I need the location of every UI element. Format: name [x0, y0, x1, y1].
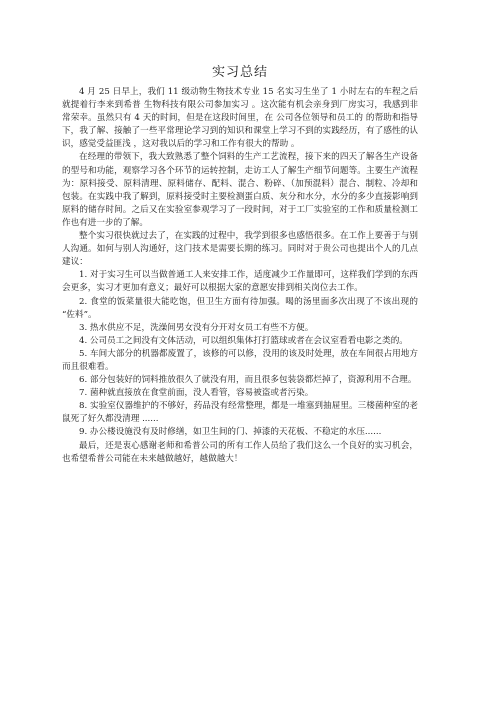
intro-paragraph: 4 月 25 日早上，我们 11 级动物生物技术专业 15 名实习生坐了 1 小时左右的车程之后就提着行李来到希普 生物科技有限公司参加实习 。这次能有机会亲身到厂房实习，我感到非常荣幸。虽然只有 4 天的时间，但是在这段时间里，在 公司各位领导和员工的 的帮助和指导下，我了解、接触了一些平常理论学习到的知识和课堂上学习不到的实践经历，有了感性的认识，感觉受益匪浅 ，这对我以后的学习和工作有很大的帮助 。	[62, 87, 418, 150]
suggestion-item: 9. 办公楼设施没有及时修缮，如卫生间的门、掉漆的天花板、不稳定的水压......	[79, 427, 382, 438]
suggestion-item: 5. 车间大部分的机器都废置了，该修的可以修，没用的该及时处理，放在车间很占用地方而且很难看。	[62, 348, 418, 372]
suggestion-item: 4. 公司员工之间没有文体活动，可以组织集体打打篮球或者在会议室看看电影之类的。	[79, 335, 408, 346]
process-paragraph: 在经理的带领下，我大致熟悉了整个饲料的生产工艺流程，接下来的四天了解各生产设备的型号和功能，观察学习各个环节的运转控制，走访工人了解生产细节问题等。主要生产流程为：原料接受、原料清理、原料储存、配料、混合、粉碎、（加预混料）混合、制粒、冷却和包装。在实践中我了解到，原料接受时主要检测蛋白质、灰分和水分，水分的多少直接影响到原料的储存时间。之后又在实验室参观学习了一段时间，对于工厂实验室的工作和质量检测工作也有进一步的了解。	[62, 152, 418, 228]
suggestion-item: 3. 热水供应不足，洗澡间男女没有分开对女员工有些不方便。	[79, 322, 314, 333]
suggestion-item: 6. 部分包装好的饲料推放很久了就没有用，而且很多包装袋都烂掉了，资源利用不合理。	[79, 375, 417, 386]
suggestion-item: 8. 实验室仪器维护的不够好，药品没有经常整理，都是一堆塞到抽屉里。三楼菌种室的老鼠死了好久都没清理 ......	[62, 401, 418, 425]
closing-paragraph: 最后，还是衷心感谢老师和希普公司的所有工作人员给了我们这么一个良好的实习机会，也希望希普公司能在未来越做越好，越做越大！	[62, 440, 418, 464]
document-page	[62, 64, 418, 466]
reflection-paragraph: 整个实习很快就过去了，在实践的过程中，我学到很多也感悟很多。在工作上要善于与别人沟通。如何与别人沟通好，这门技术是需要长期的练习。同时对于贵公司也提出个人的几点建议：	[62, 231, 418, 268]
suggestion-list	[62, 269, 418, 439]
suggestion-item: 2. 食堂的饭菜量很大能吃饱，但卫生方面有待加强。喝的汤里面多次出现了不该出现的 “佐料”。	[62, 296, 418, 320]
document-title: 实习总结	[211, 65, 268, 80]
suggestion-item: 1. 对于实习生可以当做普通工人来安排工作，适度减少工作量即可，这样我们学到的东西会更多，实习才更加有意义；最好可以根据大家的意愿安排到相关岗位去工作。	[62, 270, 418, 294]
suggestion-item: 7. 菌种就直接放在食堂前面，没人看管，容易被盗或者污染。	[79, 388, 314, 399]
